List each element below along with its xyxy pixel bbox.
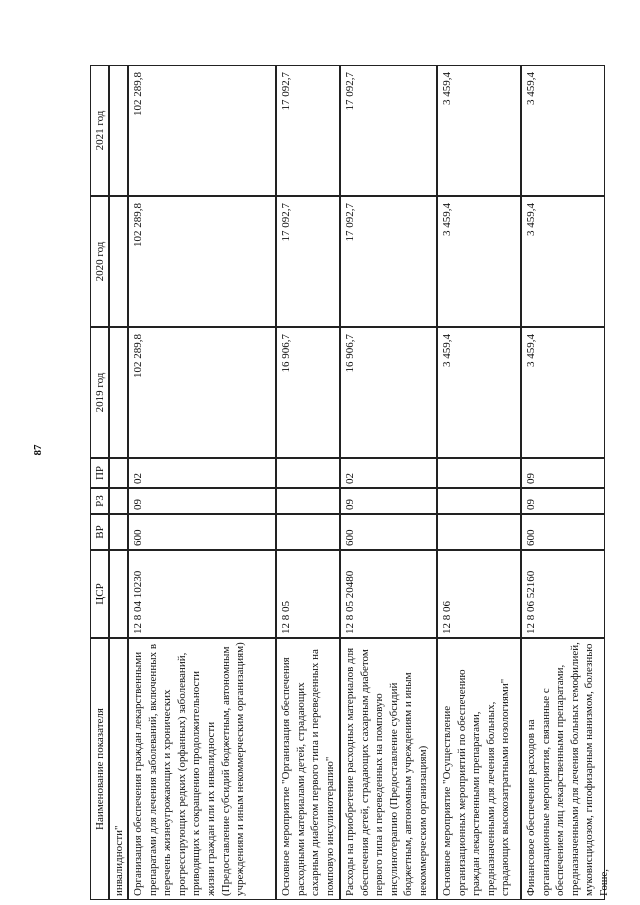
row-pr: 02 xyxy=(340,458,437,488)
page-number: 87 xyxy=(32,444,44,456)
row-csr: 12 8 05 xyxy=(276,550,340,638)
table-row xyxy=(128,65,276,900)
row-2021: 17 092,7 xyxy=(340,65,437,196)
row-2019: 3 459,4 xyxy=(437,327,521,458)
row-pr: 02 xyxy=(128,458,276,488)
row-csr: 12 8 04 10230 xyxy=(128,550,276,638)
row-pr xyxy=(437,458,521,488)
row-2021: 3 459,4 xyxy=(521,65,605,196)
table-header-row xyxy=(90,65,109,900)
row-2019: 16 906,7 xyxy=(276,327,340,458)
header-vr: ВР xyxy=(90,514,109,550)
table-row-continuation xyxy=(109,65,128,900)
row-2020: 17 092,7 xyxy=(276,196,340,327)
table-row xyxy=(437,65,521,900)
row-name: Расходы на приобретение расходных материалов для обеспечения детей, страдающих сахарным диабетом первого типа и переведенных на помповую инсулинотерапию (Предоставление субсидий бюджетным, автономным учреждениям и иным некоммерческим организациям) xyxy=(340,638,437,900)
row-name: инвалидности" xyxy=(109,638,128,900)
row-vr: 600 xyxy=(521,514,605,550)
row-name: Основное мероприятие "Организация обеспечения расходными материалами детей, страдающих сахарным диабетом первого типа и переведенных на помповую инсулинотерапию" xyxy=(276,638,340,900)
empty-cell xyxy=(109,458,128,488)
table-row xyxy=(521,65,610,900)
empty-cell xyxy=(109,488,128,514)
row-name: Финансовое обеспечение расходов на организационные мероприятия, связанные с обеспечением лиц лекарственными препаратами, предназначенными для лечения больных гемофилией, муковисцидозом, гипофизарным нанизмом, болезнью Гоше, xyxy=(521,638,605,900)
row-2020: 3 459,4 xyxy=(437,196,521,327)
table-row xyxy=(340,65,437,900)
row-pr xyxy=(276,458,340,488)
row-csr: 12 8 05 20480 xyxy=(340,550,437,638)
row-2021: 3 459,4 xyxy=(437,65,521,196)
row-rz xyxy=(276,488,340,514)
row-csr: 12 8 06 52160 xyxy=(521,550,605,638)
row-vr: 600 xyxy=(340,514,437,550)
empty-cell xyxy=(109,65,128,196)
header-pr: ПР xyxy=(90,458,109,488)
row-2021: 17 092,7 xyxy=(276,65,340,196)
row-2019: 16 906,7 xyxy=(340,327,437,458)
header-2021: 2021 год xyxy=(90,65,109,196)
row-2020: 3 459,4 xyxy=(521,196,605,327)
row-2020: 17 092,7 xyxy=(340,196,437,327)
header-2020: 2020 год xyxy=(90,196,109,327)
row-name: Основное мероприятие "Осуществление организационных мероприятий по обеспечению граждан лекарственными препаратами, предназначенными для лечения больных, страдающих высокозатратными нозологиями" xyxy=(437,638,521,900)
row-vr xyxy=(437,514,521,550)
row-name: Организация обеспечения граждан лекарственными препаратами для лечения заболеваний, включенных в перечень жизнеугрожающих и хронических прогрессирующих редких (орфанных) заболеваний, приводящих к сокращению продолжительности жизни граждан или их инвалидности (Предоставление субсидий бюджетным, автономным учреждениям и иным некоммерческим организациям) xyxy=(128,638,276,900)
row-rz: 09 xyxy=(521,488,605,514)
row-2019: 102 289,8 xyxy=(128,327,276,458)
row-vr xyxy=(276,514,340,550)
row-2021: 102 289,8 xyxy=(128,65,276,196)
empty-cell xyxy=(109,196,128,327)
row-2019: 3 459,4 xyxy=(521,327,605,458)
row-csr: 12 8 06 xyxy=(437,550,521,638)
row-rz xyxy=(437,488,521,514)
header-rz: РЗ xyxy=(90,488,109,514)
row-rz: 09 xyxy=(340,488,437,514)
header-name: Наименование показателя xyxy=(90,638,109,900)
row-2020: 102 289,8 xyxy=(128,196,276,327)
row-pr: 09 xyxy=(521,458,605,488)
empty-cell xyxy=(109,327,128,458)
row-rz: 09 xyxy=(128,488,276,514)
header-csr: ЦСР xyxy=(90,550,109,638)
budget-table xyxy=(90,65,610,900)
empty-cell xyxy=(109,514,128,550)
table-row xyxy=(276,65,340,900)
header-2019: 2019 год xyxy=(90,327,109,458)
row-vr: 600 xyxy=(128,514,276,550)
empty-cell xyxy=(109,550,128,638)
